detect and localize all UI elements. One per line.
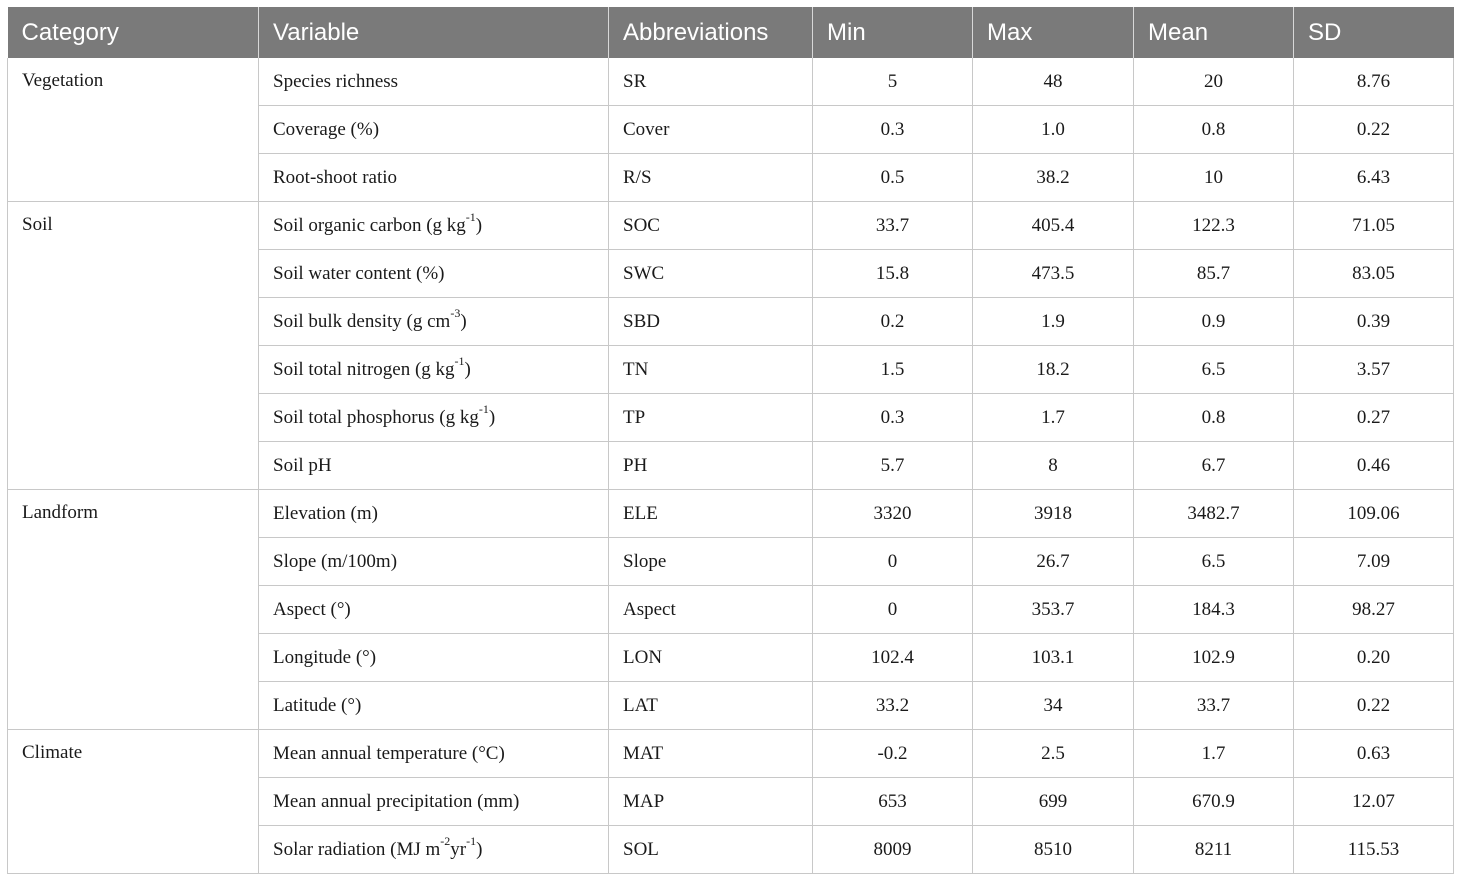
abbreviation-cell: SOC — [609, 202, 813, 250]
min-cell: 0.3 — [813, 106, 973, 154]
abbreviation-cell: SOL — [609, 826, 813, 874]
min-cell: 5.7 — [813, 442, 973, 490]
variable-unit-exponent: -1 — [465, 210, 476, 225]
variable-text: Elevation (m) — [273, 502, 378, 524]
category-cell: Climate — [8, 730, 259, 874]
variable-cell — [259, 634, 609, 682]
variable-unit-exponent: -1 — [466, 834, 477, 849]
variable-cell — [259, 490, 609, 538]
min-cell: 3320 — [813, 490, 973, 538]
header-category: Category — [8, 7, 259, 58]
max-cell: 38.2 — [973, 154, 1134, 202]
min-cell: 102.4 — [813, 634, 973, 682]
mean-cell: 0.9 — [1134, 298, 1294, 346]
mean-cell: 1.7 — [1134, 730, 1294, 778]
header-row — [8, 7, 1454, 58]
min-cell: 33.7 — [813, 202, 973, 250]
variable-text: Soil pH — [273, 454, 332, 476]
sd-cell: 98.27 — [1294, 586, 1454, 634]
sd-cell: 7.09 — [1294, 538, 1454, 586]
variable-text: Coverage (%) — [273, 118, 380, 140]
mean-cell: 6.5 — [1134, 538, 1294, 586]
min-cell: 0 — [813, 586, 973, 634]
max-cell: 1.7 — [973, 394, 1134, 442]
min-cell: 15.8 — [813, 250, 973, 298]
table-body — [8, 58, 1454, 874]
sd-cell: 0.22 — [1294, 682, 1454, 730]
mean-cell: 10 — [1134, 154, 1294, 202]
data-table — [7, 7, 1454, 874]
mean-cell: 3482.7 — [1134, 490, 1294, 538]
variable-text: Soil total nitrogen (g kg — [273, 358, 455, 380]
variable-text: Mean annual temperature (°C) — [273, 742, 505, 764]
abbreviation-cell: Aspect — [609, 586, 813, 634]
sd-cell: 0.63 — [1294, 730, 1454, 778]
category-cell: Vegetation — [8, 58, 259, 202]
category-cell: Landform — [8, 490, 259, 730]
sd-cell: 3.57 — [1294, 346, 1454, 394]
variable-text: Soil total phosphorus (g kg — [273, 406, 479, 428]
max-cell: 1.9 — [973, 298, 1134, 346]
variable-text: Slope (m/100m) — [273, 550, 398, 572]
min-cell: 8009 — [813, 826, 973, 874]
variable-cell — [259, 730, 609, 778]
category-cell: Soil — [8, 202, 259, 490]
max-cell: 8510 — [973, 826, 1134, 874]
variable-text: Latitude (°) — [273, 694, 362, 716]
min-cell: 0 — [813, 538, 973, 586]
variable-text: Longitude (°) — [273, 646, 377, 668]
min-cell: 0.5 — [813, 154, 973, 202]
variable-cell — [259, 538, 609, 586]
sd-cell: 0.22 — [1294, 106, 1454, 154]
variable-text: ) — [488, 406, 496, 428]
abbreviation-cell: SBD — [609, 298, 813, 346]
mean-cell: 85.7 — [1134, 250, 1294, 298]
min-cell: 33.2 — [813, 682, 973, 730]
sd-cell: 115.53 — [1294, 826, 1454, 874]
variable-text: Species richness — [273, 70, 399, 92]
variable-text: Soil organic carbon (g kg — [273, 214, 466, 236]
header-sd: SD — [1294, 7, 1454, 58]
max-cell: 103.1 — [973, 634, 1134, 682]
max-cell: 18.2 — [973, 346, 1134, 394]
variable-cell — [259, 298, 609, 346]
variable-cell — [259, 58, 609, 106]
max-cell: 34 — [973, 682, 1134, 730]
mean-cell: 6.5 — [1134, 346, 1294, 394]
mean-cell: 122.3 — [1134, 202, 1294, 250]
variable-cell — [259, 154, 609, 202]
abbreviation-cell: TP — [609, 394, 813, 442]
variable-cell — [259, 250, 609, 298]
min-cell: 0.2 — [813, 298, 973, 346]
max-cell: 1.0 — [973, 106, 1134, 154]
mean-cell: 184.3 — [1134, 586, 1294, 634]
table-row — [8, 58, 1454, 106]
sd-cell: 109.06 — [1294, 490, 1454, 538]
variable-cell — [259, 394, 609, 442]
variable-cell — [259, 682, 609, 730]
variable-text: Root-shoot ratio — [273, 166, 398, 188]
mean-cell: 102.9 — [1134, 634, 1294, 682]
table-row — [8, 490, 1454, 538]
abbreviation-cell: LON — [609, 634, 813, 682]
abbreviation-cell: PH — [609, 442, 813, 490]
min-cell: -0.2 — [813, 730, 973, 778]
variable-text: ) — [460, 310, 467, 332]
abbreviation-cell: SWC — [609, 250, 813, 298]
sd-cell: 8.76 — [1294, 58, 1454, 106]
variable-cell — [259, 442, 609, 490]
max-cell: 473.5 — [973, 250, 1134, 298]
variable-cell — [259, 346, 609, 394]
max-cell: 3918 — [973, 490, 1134, 538]
mean-cell: 20 — [1134, 58, 1294, 106]
header-variable: Variable — [259, 7, 609, 58]
header-abbreviations: Abbreviations — [609, 7, 813, 58]
variable-cell — [259, 778, 609, 826]
abbreviation-cell: SR — [609, 58, 813, 106]
variable-text: Solar radiation (MJ m — [273, 838, 441, 860]
abbreviation-cell: Slope — [609, 538, 813, 586]
variable-text: ) — [464, 358, 471, 380]
variable-unit-exponent: -2 — [440, 834, 451, 849]
variable-cell — [259, 826, 609, 874]
max-cell: 26.7 — [973, 538, 1134, 586]
min-cell: 0.3 — [813, 394, 973, 442]
variable-text: Soil water content (%) — [273, 262, 445, 284]
sd-cell: 0.46 — [1294, 442, 1454, 490]
variable-cell — [259, 106, 609, 154]
max-cell: 8 — [973, 442, 1134, 490]
header-mean: Mean — [1134, 7, 1294, 58]
sd-cell: 0.39 — [1294, 298, 1454, 346]
max-cell: 353.7 — [973, 586, 1134, 634]
min-cell: 5 — [813, 58, 973, 106]
sd-cell: 6.43 — [1294, 154, 1454, 202]
mean-cell: 8211 — [1134, 826, 1294, 874]
abbreviation-cell: ELE — [609, 490, 813, 538]
table-container — [7, 7, 1453, 874]
variable-unit-exponent: -1 — [454, 354, 465, 369]
max-cell: 405.4 — [973, 202, 1134, 250]
sd-cell: 0.27 — [1294, 394, 1454, 442]
mean-cell: 0.8 — [1134, 106, 1294, 154]
min-cell: 1.5 — [813, 346, 973, 394]
variable-cell — [259, 586, 609, 634]
variable-cell — [259, 202, 609, 250]
variable-text: Mean annual precipitation (mm) — [273, 790, 520, 812]
abbreviation-cell: LAT — [609, 682, 813, 730]
table-header — [8, 7, 1454, 58]
max-cell: 48 — [973, 58, 1134, 106]
variable-unit-exponent: -3 — [450, 306, 461, 321]
variable-text: Aspect (°) — [273, 598, 351, 620]
variable-unit-exponent: -1 — [478, 402, 489, 417]
table-row — [8, 730, 1454, 778]
mean-cell: 670.9 — [1134, 778, 1294, 826]
min-cell: 653 — [813, 778, 973, 826]
variable-text: ) — [476, 838, 483, 860]
mean-cell: 6.7 — [1134, 442, 1294, 490]
header-min: Min — [813, 7, 973, 58]
variable-text: yr — [450, 838, 467, 860]
abbreviation-cell: R/S — [609, 154, 813, 202]
variable-text: Soil bulk density (g cm — [273, 310, 451, 332]
variable-text: ) — [475, 214, 483, 236]
sd-cell: 12.07 — [1294, 778, 1454, 826]
sd-cell: 71.05 — [1294, 202, 1454, 250]
header-max: Max — [973, 7, 1134, 58]
sd-cell: 83.05 — [1294, 250, 1454, 298]
abbreviation-cell: Cover — [609, 106, 813, 154]
abbreviation-cell: MAP — [609, 778, 813, 826]
mean-cell: 33.7 — [1134, 682, 1294, 730]
abbreviation-cell: MAT — [609, 730, 813, 778]
sd-cell: 0.20 — [1294, 634, 1454, 682]
max-cell: 2.5 — [973, 730, 1134, 778]
mean-cell: 0.8 — [1134, 394, 1294, 442]
table-row — [8, 202, 1454, 250]
abbreviation-cell: TN — [609, 346, 813, 394]
max-cell: 699 — [973, 778, 1134, 826]
